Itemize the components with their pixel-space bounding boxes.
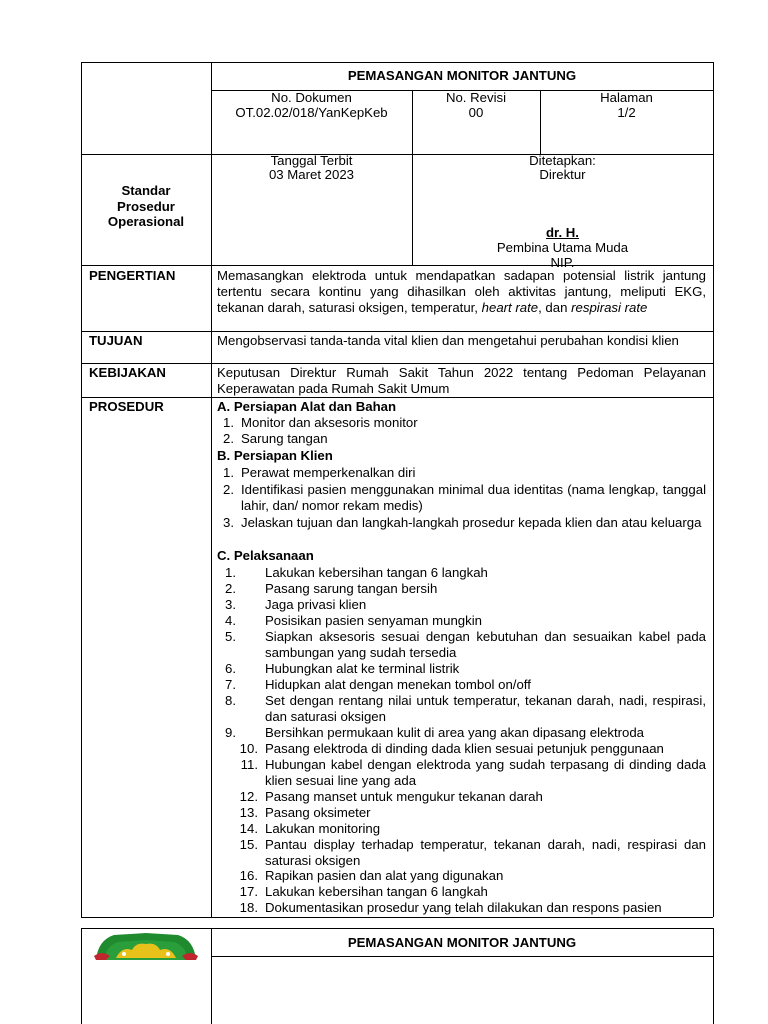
kebijakan-label: KEBIJAKAN	[89, 365, 166, 380]
list-item: 16. Rapikan pasien dan alat yang digunakan	[239, 868, 504, 883]
list-item: 1. Monitor dan aksesoris monitor	[223, 415, 418, 430]
list-item: 3. Jelaskan tujuan dan langkah-langkah prosedur kepada klien dan atau keluarga	[223, 515, 702, 530]
list-item: 17. Lakukan kebersihan tangan 6 langkah	[239, 884, 488, 899]
approved-label: Ditetapkan:	[529, 153, 596, 168]
list-item: 10. Pasang elektroda di dinding dada klien sesuai petunjuk penggunaan	[239, 741, 664, 756]
list-item: 4. Posisikan pasien senyaman mungkin	[225, 613, 482, 628]
signer-rank: Pembina Utama Muda	[496, 240, 629, 255]
list-item: 2. Identifikasi pasien menggunakan minimal dua identitas (nama lengkap, tanggal lahir, dan/ nomor rekam medis)	[223, 482, 706, 514]
pengertian-text	[217, 268, 706, 317]
list-item: 6. Hubungkan alat ke terminal listrik	[225, 661, 460, 676]
page2-title: PEMASANGAN MONITOR JANTUNG	[347, 935, 577, 950]
hospital-logo	[92, 932, 200, 960]
list-item: 7. Hidupkan alat dengan menekan tombol on/off	[225, 677, 531, 692]
list-item: 2. Pasang sarung tangan bersih	[225, 581, 438, 596]
revision-label: No. Revisi	[445, 90, 507, 105]
issue-date-value: 03 Maret 2023	[268, 167, 355, 182]
tujuan-text: Mengobservasi tanda-tanda vital klien dan mengetahui perubahan kondisi klien	[217, 333, 679, 348]
list-item: 11. Hubungan kabel dengan elektroda yang sudah terpasang di dinding dada klien sesuai line yang ada	[240, 757, 706, 789]
document-title: PEMASANGAN MONITOR JANTUNG	[347, 68, 577, 83]
list-item: 5. Siapkan aksesoris sesuai dengan kebutuhan dan sesuaikan kabel pada sambungan yang sudah tersedia	[225, 629, 706, 661]
signer-name: dr. H.	[546, 225, 579, 240]
list-item: 2. Sarung tangan	[223, 431, 328, 446]
pengertian-body: , dan	[538, 300, 568, 316]
section-b-heading: B. Persiapan Klien	[217, 448, 333, 463]
page-value: 1/2	[617, 105, 636, 120]
tujuan-label: TUJUAN	[89, 333, 143, 348]
section-a-heading: A. Persiapan Alat dan Bahan	[217, 399, 397, 414]
doc-number-label: No. Dokumen	[271, 90, 352, 105]
issue-date-label: Tanggal Terbit	[270, 153, 353, 168]
approved-role: Direktur	[539, 167, 586, 182]
kebijakan-text: Keputusan Direktur Rumah Sakit Tahun 2022 tentang Pedoman Pelayanan Keperawatan pada Rumah Sakit Umum	[217, 365, 706, 397]
sop-label-line: Prosedur	[117, 198, 175, 214]
list-item: 3. Jaga privasi klien	[225, 597, 367, 612]
list-item: 12. Pasang manset untuk mengukur tekanan darah	[239, 789, 543, 804]
pengertian-italic: heart rate	[481, 300, 539, 316]
list-item: 8. Set dengan rentang nilai untuk temperatur, tekanan darah, nadi, respirasi, dan saturasi oksigen	[225, 693, 706, 725]
sop-label-line: Operasional	[107, 214, 185, 229]
signer-nip: NIP.	[550, 255, 575, 270]
pengertian-body: Memasangkan elektroda untuk mendapatkan sadapan potensial listrik jantung tertentu secara kontinu yang dihasilkan oleh aktivitas jantung, meliputi EKG, tekanan darah, saturasi oksigen, temperatur,	[217, 268, 706, 316]
section-c-heading: C. Pelaksanaan	[217, 548, 314, 563]
pengertian-label: PENGERTIAN	[89, 268, 176, 283]
prosedur-label: PROSEDUR	[89, 399, 164, 414]
list-item: 1. Lakukan kebersihan tangan 6 langkah	[225, 565, 488, 580]
prosedur-body	[217, 399, 706, 914]
list-item: 18. Dokumentasikan prosedur yang telah dilakukan dan respons pasien	[239, 900, 662, 915]
list-item: 13. Pasang oksimeter	[239, 805, 371, 820]
list-item: 1. Perawat memperkenalkan diri	[223, 465, 416, 480]
list-item: 14. Lakukan monitoring	[239, 821, 381, 836]
list-item: 9. Bersihkan permukaan kulit di area yang akan dipasang elektroda	[225, 725, 645, 740]
revision-value: 00	[468, 105, 484, 120]
doc-number-value: OT.02.02/018/YanKepKeb	[235, 105, 388, 120]
sop-label-line: Standar	[121, 183, 171, 198]
pengertian-italic: respirasi rate	[571, 300, 648, 316]
list-item: 15. Pantau display terhadap temperatur, tekanan darah, nadi, respirasi dan saturasi oksigen	[239, 837, 706, 869]
page-label: Halaman	[600, 90, 653, 105]
sop-label	[81, 183, 211, 230]
